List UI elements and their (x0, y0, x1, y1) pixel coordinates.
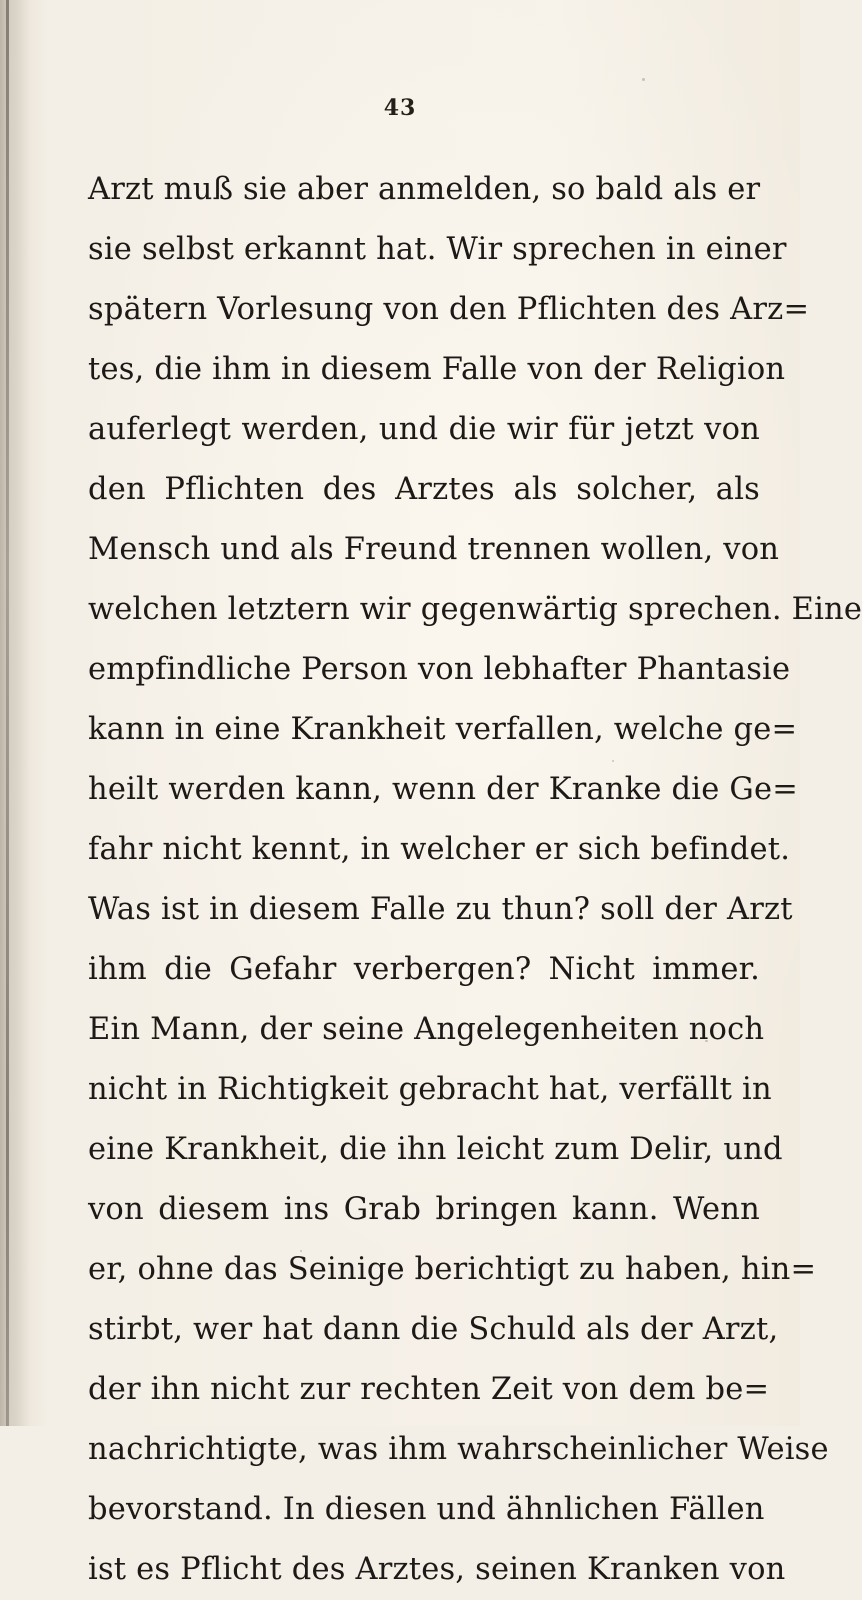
text-line: stirbt, wer hat dann die Schuld als der Arzt, (88, 1312, 779, 1347)
body-text (88, 160, 862, 1600)
text-line: auferlegt werden, und die wir für jetzt von (88, 412, 760, 447)
text-line: der ihn nicht zur rechten Zeit von dem be= (88, 1372, 770, 1407)
page-binding-edge (0, 0, 30, 1426)
text-line: heilt werden kann, wenn der Kranke die Ge= (88, 772, 798, 807)
text-line: von diesem ins Grab bringen kann. Wenn (88, 1192, 760, 1227)
paper-speck (642, 78, 645, 81)
text-line: fahr nicht kennt, in welcher er sich befindet. (88, 832, 791, 867)
text-line: sie selbst erkannt hat. Wir sprechen in einer (88, 232, 787, 267)
text-line: empfindliche Person von lebhafter Phantasie (88, 652, 791, 687)
text-line: spätern Vorlesung von den Pflichten des Arz= (88, 292, 810, 327)
text-line: Was ist in diesem Falle zu thun? soll der Arzt (88, 892, 793, 927)
text-line: den Pflichten des Arztes als solcher, als (88, 472, 760, 507)
text-line: kann in eine Krankheit verfallen, welche ge= (88, 712, 798, 747)
text-line: nicht in Richtigkeit gebracht hat, verfällt in (88, 1072, 772, 1107)
text-line: nachrichtigte, was ihm wahrscheinlicher Weise (88, 1432, 829, 1467)
page-number: 43 (383, 95, 417, 121)
text-line: er, ohne das Seinige berichtigt zu haben, hin= (88, 1252, 817, 1287)
text-line: Ein Mann, der seine Angelegenheiten noch (88, 1012, 765, 1047)
text-line: ihm die Gefahr verbergen? Nicht immer. (88, 952, 760, 987)
text-line: ist es Pflicht des Arztes, seinen Kranken von (88, 1552, 786, 1587)
text-line: Arzt muß sie aber anmelden, so bald als er (88, 172, 761, 207)
text-line: Mensch und als Freund trennen wollen, von (88, 532, 780, 567)
text-line: eine Krankheit, die ihn leicht zum Delir, und (88, 1132, 783, 1167)
text-line: welchen letztern wir gegenwärtig sprechen. Eine (88, 592, 862, 627)
text-line: tes, die ihm in diesem Falle von der Religion (88, 352, 786, 387)
text-line: bevorstand. In diesen und ähnlichen Fällen (88, 1492, 765, 1527)
